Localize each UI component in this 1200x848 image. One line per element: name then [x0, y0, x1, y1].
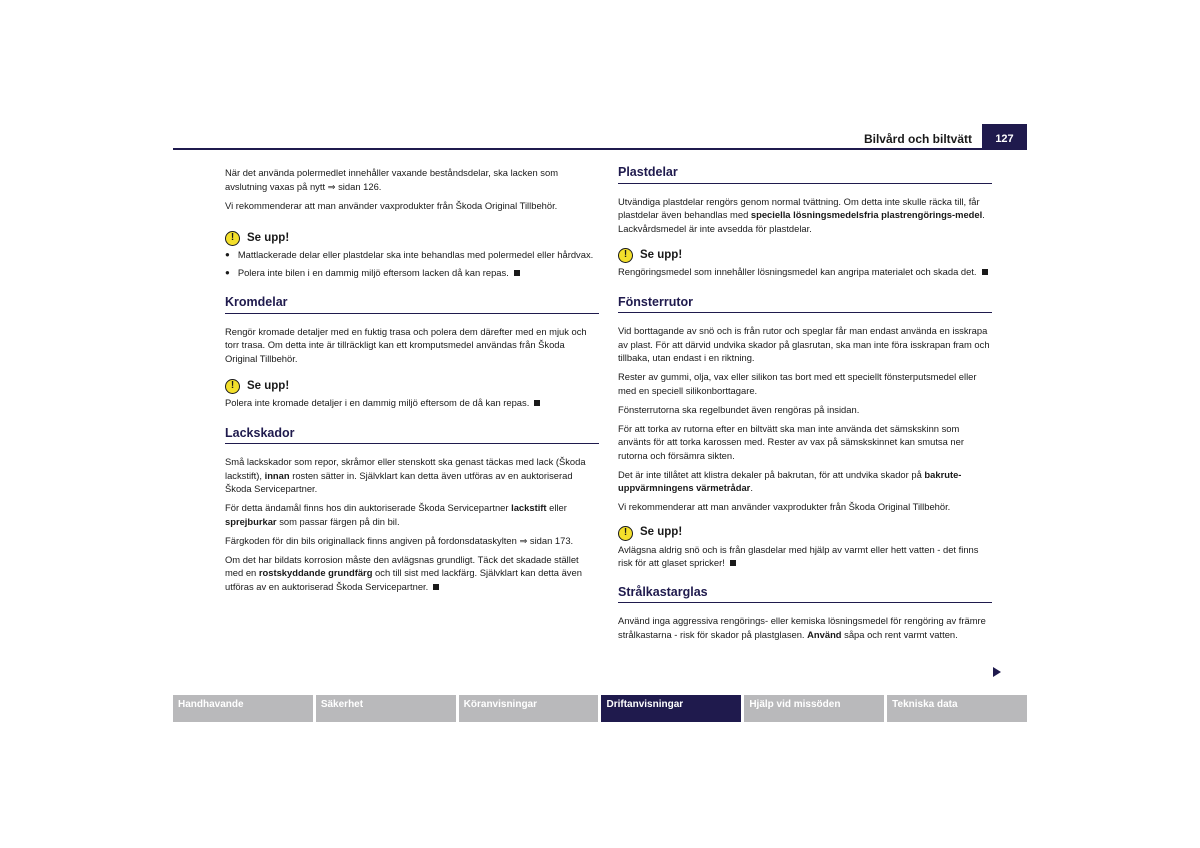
warning-heading — [618, 248, 992, 263]
fonsterrutor-paragraph-6: Vi rekommenderar att man använder vaxprodukter från Škoda Original Tillbehör. — [618, 501, 951, 512]
warning-bullet-text: Mattlackerade delar eller plastdelar ska inte behandlas med polermedel eller hårdvax. — [237, 249, 594, 260]
stralkastarglas-paragraph: Använd inga aggressiva rengörings- eller kemiska lösningsmedel för rengöring av främre strålkastarna - risk för skador på plastglasen. Använd såpa och rent varmt vatten. — [618, 615, 986, 640]
intro-paragraph-1: När det använda polermedlet innehåller vaxande beståndsdelar, ska lacken som avslutning vaxas på nytt ⇒ sidan 126. — [225, 167, 559, 192]
end-mark-icon — [514, 270, 520, 276]
chapter-title: Bilvård och biltvätt — [863, 132, 972, 146]
left-column — [225, 166, 599, 599]
warning-title: Se upp! — [640, 526, 683, 539]
warning-text: Rengöringsmedel som innehåller lösningsmedel kan angripa materialet och skada det. — [618, 266, 977, 277]
warning-title: Se upp! — [247, 379, 290, 392]
intro-paragraph-2: Vi rekommenderar att man använder vaxprodukter från Škoda Original Tillbehör. — [225, 199, 558, 211]
warning-icon: ! — [225, 231, 240, 246]
lackskador-paragraph-2: För detta ändamål finns hos din auktoriserade Škoda Servicepartner lackstift eller sprejburkar som passar färgen på din bil. — [225, 502, 567, 527]
warning-title: Se upp! — [247, 231, 290, 244]
kromdelar-paragraph: Rengör kromade detaljer med en fuktig trasa och polera dem därefter med en mjuk och torr trasa. Om detta inte är tillräckligt kan ett kromputsmedel användas från Škoda Original Tillbehör. — [225, 325, 587, 364]
continue-arrow-icon — [993, 667, 1001, 677]
warning-icon: ! — [225, 379, 240, 394]
section-heading-kromdelar: Kromdelar — [225, 296, 599, 314]
page-number: 127 — [982, 124, 1027, 148]
lackskador-paragraph-4: Om det har bildats korrosion måste den avlägsnas grundligt. Täck det skadade stället med en rostskyddande grundfärg och till sist med lackfärg. Självklart kan detta även utföras av en auktoriserad Škoda Servicepartner. — [225, 553, 582, 592]
tab-tekniska-data[interactable]: Tekniska data — [887, 695, 1027, 722]
lackskador-paragraph-1: Små lackskador som repor, skråmor eller stenskott ska genast täckas med lack (Škoda lackstift), innan rosten sätter in. Självklart kan detta även utföras av en auktoriserad Škoda Servicepartner. — [225, 456, 586, 494]
warning-text: Polera inte kromade detaljer i en dammig miljö eftersom de då kan repas. — [225, 397, 530, 408]
bullet-icon: ● — [225, 267, 230, 277]
section-heading-stralkastarglas: Strålkastarglas — [618, 586, 992, 604]
tab-hjalp-vid-missoden[interactable]: Hjälp vid missöden — [744, 695, 884, 722]
fonsterrutor-paragraph-2: Rester av gummi, olja, vax eller silikon tas bort med ett speciellt fönsterputsmedel eller med en speciell silikonborttagare. — [618, 371, 977, 396]
section-heading-lackskador: Lackskador — [225, 427, 599, 445]
end-mark-icon — [982, 269, 988, 275]
right-column — [618, 166, 992, 647]
end-mark-icon — [433, 584, 439, 590]
end-mark-icon — [730, 560, 736, 566]
tab-sakerhet[interactable]: Säkerhet — [316, 695, 456, 722]
warning-title: Se upp! — [640, 248, 683, 261]
warning-bullet — [225, 266, 599, 280]
header-rule — [173, 148, 1027, 150]
fonsterrutor-paragraph-3: Fönsterrutorna ska regelbundet även rengöras på insidan. — [618, 403, 860, 415]
tab-handhavande[interactable]: Handhavande — [173, 695, 313, 722]
section-heading-fonsterrutor: Fönsterrutor — [618, 296, 992, 314]
section-heading-plastdelar: Plastdelar — [618, 166, 992, 184]
chapter-nav — [173, 695, 1027, 722]
warning-icon: ! — [618, 526, 633, 541]
plastdelar-paragraph: Utvändiga plastdelar rengörs genom normal tvättning. Om detta inte skulle räcka till, får plastdelar även behandlas med speciella lösningsmedelsfria plastrengörings-medel. Lackvårdsmedel är inte avsedda för plastdelar. — [618, 195, 985, 234]
warning-heading — [225, 231, 599, 246]
fonsterrutor-paragraph-4: För att torka av rutorna efter en biltvätt ska man inte använda det sämskskinn som använts för att torka karossen med. Rester av vax på sämskskinnet kan smutsa ner rutorna och försämra sikten. — [618, 422, 964, 461]
warning-bullet — [225, 248, 599, 262]
warning-bullet-text: Polera inte bilen i en dammig miljö eftersom lacken då kan repas. — [237, 266, 509, 278]
tab-koranvisningar[interactable]: Köranvisningar — [459, 695, 599, 722]
warning-icon: ! — [618, 248, 633, 263]
fonsterrutor-paragraph-5: Det är inte tillåtet att klistra dekaler på bakrutan, för att undvika skador på bakrute-uppvärmningens värmetrådar. — [618, 468, 962, 493]
warning-heading — [618, 526, 992, 541]
bullet-icon: ● — [225, 250, 230, 259]
warning-text: Avlägsna aldrig snö och is från glasdelar med hjälp av varmt eller hett vatten - det finns risk för att glaset spricker! — [618, 543, 979, 568]
fonsterrutor-paragraph-1: Vid borttagande av snö och is från rutor och speglar får man endast använda en isskrapa av plast. För att därvid undvika skador på glasrutan, ska man inte föra isskrapan fram och tillbaka, utan endast i en riktning. — [618, 325, 990, 363]
warning-heading — [225, 379, 599, 394]
tab-driftanvisningar[interactable]: Driftanvisningar — [601, 695, 741, 722]
end-mark-icon — [534, 400, 540, 406]
lackskador-paragraph-3: Färgkoden för din bils originallack finns angiven på fordonsdataskylten ⇒ sidan 173. — [225, 534, 574, 546]
